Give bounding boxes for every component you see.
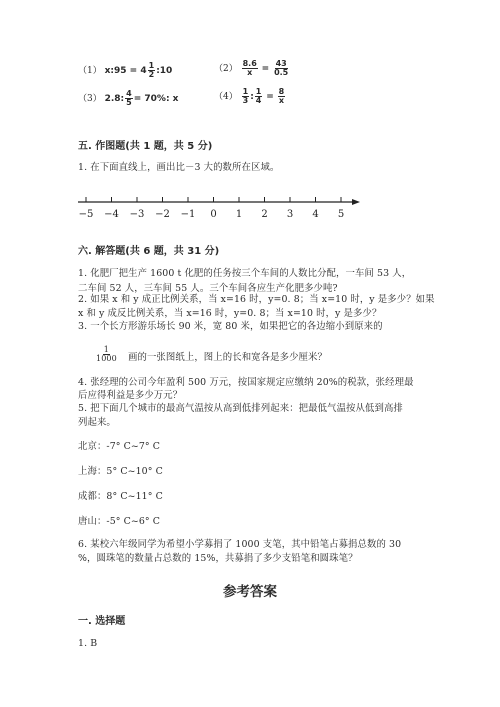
paragraph-line: %，圆珠笔的数量占总数的 15%，共募捐了多少支铅笔和圆珠笔？ — [78, 553, 358, 564]
paragraph-line: 6. 某校六年级同学为希望小学募捐了 1000 支笔，其中铅笔占募捐总数的 30 — [78, 539, 402, 550]
fraction-1-1000 — [94, 346, 119, 363]
equation-2 — [214, 60, 290, 77]
city-temp-beijing: 北京：-7° C~7° C — [78, 441, 161, 452]
number-line-label: −2 — [155, 209, 170, 220]
numerator: 43 — [275, 59, 287, 68]
number-line-label: −3 — [129, 209, 145, 220]
denominator: 0.5 — [274, 68, 289, 77]
numerator: 8.6 — [242, 59, 257, 68]
question-text: 1. 在下面直线上，画出比－3 大的数所在区域。 — [78, 162, 280, 173]
number-line-label: 2 — [261, 209, 268, 220]
answers-section-title: 一. 选择题 — [78, 616, 126, 627]
denominator: 1000 — [96, 354, 117, 363]
city-temp-tangshan: 唐山：-5° C~6° C — [78, 516, 161, 527]
denominator: x — [278, 96, 285, 105]
equation-number: （1） — [78, 66, 102, 76]
colon: : — [250, 92, 254, 102]
equation-number: （4） — [214, 92, 238, 102]
equation-1 — [78, 62, 172, 79]
denominator: 5 — [126, 98, 132, 107]
answer-1: 1. B — [78, 638, 98, 649]
numerator: 1 — [148, 61, 155, 70]
numerator: 4 — [126, 89, 132, 98]
paragraph-line: x 和 y 成反比例关系，当 x=16 时，y=0. 8；当 x=10 时，y 是多少？ — [78, 308, 382, 319]
paragraph-line: 二车间 52 人，三车间 55 人。三个车间各应生产化肥多少吨? — [78, 283, 338, 294]
number-line-label: 1 — [235, 209, 243, 220]
equation-text: x:95 = 4 — [104, 66, 147, 76]
equation-text: :10 — [156, 66, 173, 76]
section-6-title: 六. 解答题(共 6 题，共 31 分) — [78, 246, 220, 257]
fraction — [125, 90, 133, 107]
equals-sign: = — [261, 64, 270, 74]
equals-sign: = — [266, 92, 274, 102]
paragraph-line: 画的一张图纸上，图上的长和宽各是多少厘米？ — [128, 352, 327, 363]
number-line-label: −1 — [180, 209, 196, 220]
fraction — [273, 60, 289, 77]
numerator: 1 — [103, 345, 109, 354]
city-temp-shanghai: 上海：5° C~10° C — [78, 466, 163, 477]
fraction — [242, 60, 258, 77]
answers-title: 参考答案 — [223, 584, 277, 600]
fraction — [278, 88, 286, 105]
equation-number: （2） — [214, 64, 238, 74]
paragraph-line: 列起来。 — [78, 417, 116, 428]
numerator: 1 — [255, 87, 262, 96]
number-line — [70, 190, 370, 224]
number-line-label: −4 — [104, 209, 119, 220]
fraction — [242, 88, 250, 105]
equation-text: = 70%: x — [133, 94, 179, 104]
fraction — [148, 62, 156, 79]
paragraph-line: 4. 张经理的公司今年盈利 500 万元，按国家规定应缴纳 20%的税款，张经理最 — [78, 377, 414, 388]
equation-4 — [214, 88, 286, 105]
paragraph-line: 2. 如果 x 和 y 成正比例关系，当 x=16 时，y=0. 8；当 x=10 时，y 是多少？如果 — [78, 294, 435, 305]
fraction — [255, 88, 263, 105]
number-line-label: 5 — [337, 209, 345, 220]
number-line-label: 4 — [312, 209, 319, 220]
paragraph-line: 1. 化肥厂把生产 1600 t 化肥的任务按三个车间的人数比分配，一车间 53 人， — [78, 268, 412, 279]
denominator: 3 — [242, 96, 249, 105]
city-temp-chengdu: 成都：8° C~11° C — [78, 491, 163, 502]
paragraph-line: 3. 一个长方形游乐场长 90 米，宽 80 米，如果把它的各边缩小到原来的 — [78, 321, 383, 332]
number-line-label: −5 — [78, 209, 94, 220]
number-line-label: 3 — [286, 209, 294, 220]
section-5-title: 五. 作图题(共 1 题，共 5 分) — [78, 141, 213, 152]
equation-text: 2.8: — [104, 94, 125, 104]
denominator: 2 — [148, 70, 155, 79]
arrow-head-icon — [352, 199, 360, 205]
number-line-label: 0 — [210, 209, 217, 220]
numerator: 1 — [242, 87, 249, 96]
paragraph-line: 5. 把下面几个城市的最高气温按从高到低排列起来：把最低气温按从低到高排 — [78, 403, 403, 414]
paragraph-line: 后应得利益是多少万元？ — [78, 390, 183, 401]
denominator: 4 — [255, 96, 262, 105]
equation-number: （3） — [78, 94, 102, 104]
numerator: 8 — [278, 87, 285, 96]
denominator: x — [247, 68, 253, 77]
equation-3 — [78, 90, 179, 107]
